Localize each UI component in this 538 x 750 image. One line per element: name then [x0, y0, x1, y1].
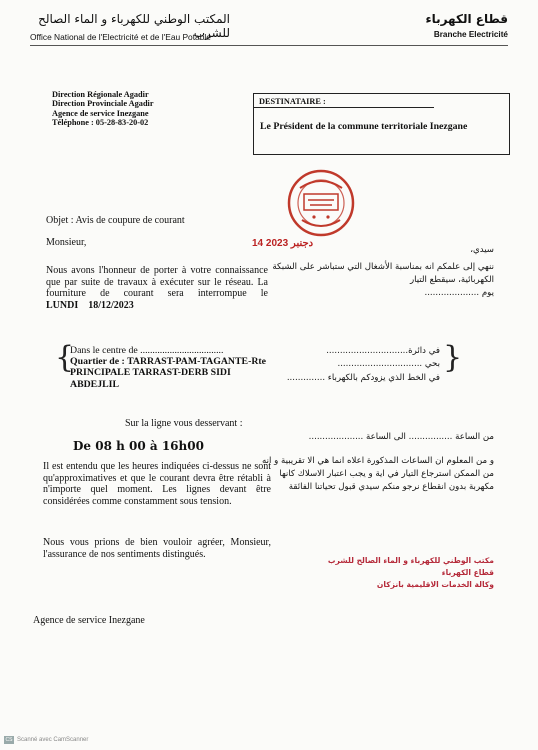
lieu-quartier-label: Quartier de : [70, 356, 128, 368]
lieu-block-fr: Dans le centre de .................................. Quartier de : TARRAST-PAM-TAGANTE-Rte PRINCIPALE TARRAST-DERB SIDI ABDEJLIL [70, 345, 267, 390]
brace-right: { [443, 340, 463, 375]
arabic-note: و من المعلوم ان الساعات المذكورة اعلاه انما هي الا تقريبية و انه من الممكن استرجاع التيار في اية و يجب اعتبار الاسلاك كانها مكهربة بدون انقطاع نرجو منكم سيدي قبول تحياتنا الفائقة [262, 456, 494, 492]
objet-line: Objet : Avis de coupure de courant [46, 215, 185, 226]
direction-line: Direction Régionale Agadir [52, 90, 149, 99]
paragraph-note: Il est entendu que les heures indiquées ci-dessus ne sont qu'approximatives et que le courant devra être rétabli à n'importe quel moment. Les lignes devant être considérées comme constamment sous tension. [43, 461, 271, 508]
camscanner-icon: CS [5, 737, 13, 743]
destinataire-rule [254, 107, 434, 108]
direction-line: Direction Provinciale Agadir [52, 99, 154, 109]
arabic-lieu-line: في دائرة.............................. [326, 346, 440, 356]
arabic-announcement [254, 261, 494, 300]
reception-stamp-icon [286, 168, 356, 238]
brace-left: { [55, 340, 75, 375]
lieu-block-ar [265, 345, 440, 385]
signature-stamp-arabic [294, 555, 494, 591]
lieu-centre-label: Dans le centre de [70, 345, 138, 356]
branche-arabic: قطاع الكهرباء [425, 12, 508, 26]
arabic-salutation: سيدي، [470, 245, 494, 255]
direction-block [52, 90, 154, 128]
horaire: De 08 h 00 à 16h00 [73, 439, 204, 453]
arabic-day: يوم .................... [424, 288, 494, 298]
coupure-day: LUNDI [46, 300, 79, 312]
arabic-announcement-text: ننهي إلى علمكم انه بمناسبة الأشغال التي ستباشر على الشبكة الكهربائية، سيقطع التيار [272, 262, 494, 285]
arabic-hours: من الساعة ................ الى الساعة .................... [308, 432, 494, 442]
paragraph-announcement [46, 265, 268, 312]
coupure-date: 18/12/2023 [88, 300, 134, 312]
direction-line: Agence de service Inezgane [52, 108, 149, 118]
signature-line: قطاع الكهرباء [441, 568, 494, 577]
salutation: Monsieur, [46, 237, 87, 248]
date-stamp: 14 دجنبر 2023 [252, 238, 314, 249]
destinataire-box [253, 93, 510, 155]
lieu-quartier: TARRAST-PAM-TAGANTE-Rte PRINCIPALE TARRAST-DERB SIDI ABDEJLIL [70, 356, 267, 390]
paragraph-closing: Nous vous prions de bien vouloir agréer, Monsieur, l'assurance de nos sentiments distingués. [43, 537, 271, 560]
direction-line: Téléphone : 05-28-83-20-02 [52, 118, 149, 128]
arabic-lieu-line: بحي ............................... [337, 359, 440, 370]
destinataire-label: DESTINATAIRE : [259, 97, 326, 106]
destinataire-name: Le Président de la commune territoriale Inezgane [260, 121, 468, 132]
arabic-lieu-line: في الخط الذي يزودكم بالكهرباء .............. [286, 372, 440, 383]
scanner-watermark: Scanné avec CamScanner [17, 737, 89, 743]
signature-line: وكالة الخدمات الاقليمية بانزكان [376, 580, 494, 589]
branche-french: Branche Electricité [433, 30, 508, 39]
signature-agence: Agence de service Inezgane [33, 615, 145, 626]
announcement-text: Nous avons l'honneur de porter à votre connaissance que par suite de travaux à exécuter sur le réseau. La fourniture de courant sera interrompue le [46, 265, 268, 300]
ligne-label: Sur la ligne vous desservant : [125, 418, 243, 429]
signature-line: مكتب الوطني للكهرباء و الماء الصالح للشرب [327, 556, 494, 565]
header-divider [30, 45, 508, 46]
onee-name-french: Office National de l'Electricité et de l'Eau Potable [30, 32, 211, 42]
onee-name-arabic: المكتب الوطني للكهرباء و الماء الصالح للشرب [38, 12, 230, 40]
